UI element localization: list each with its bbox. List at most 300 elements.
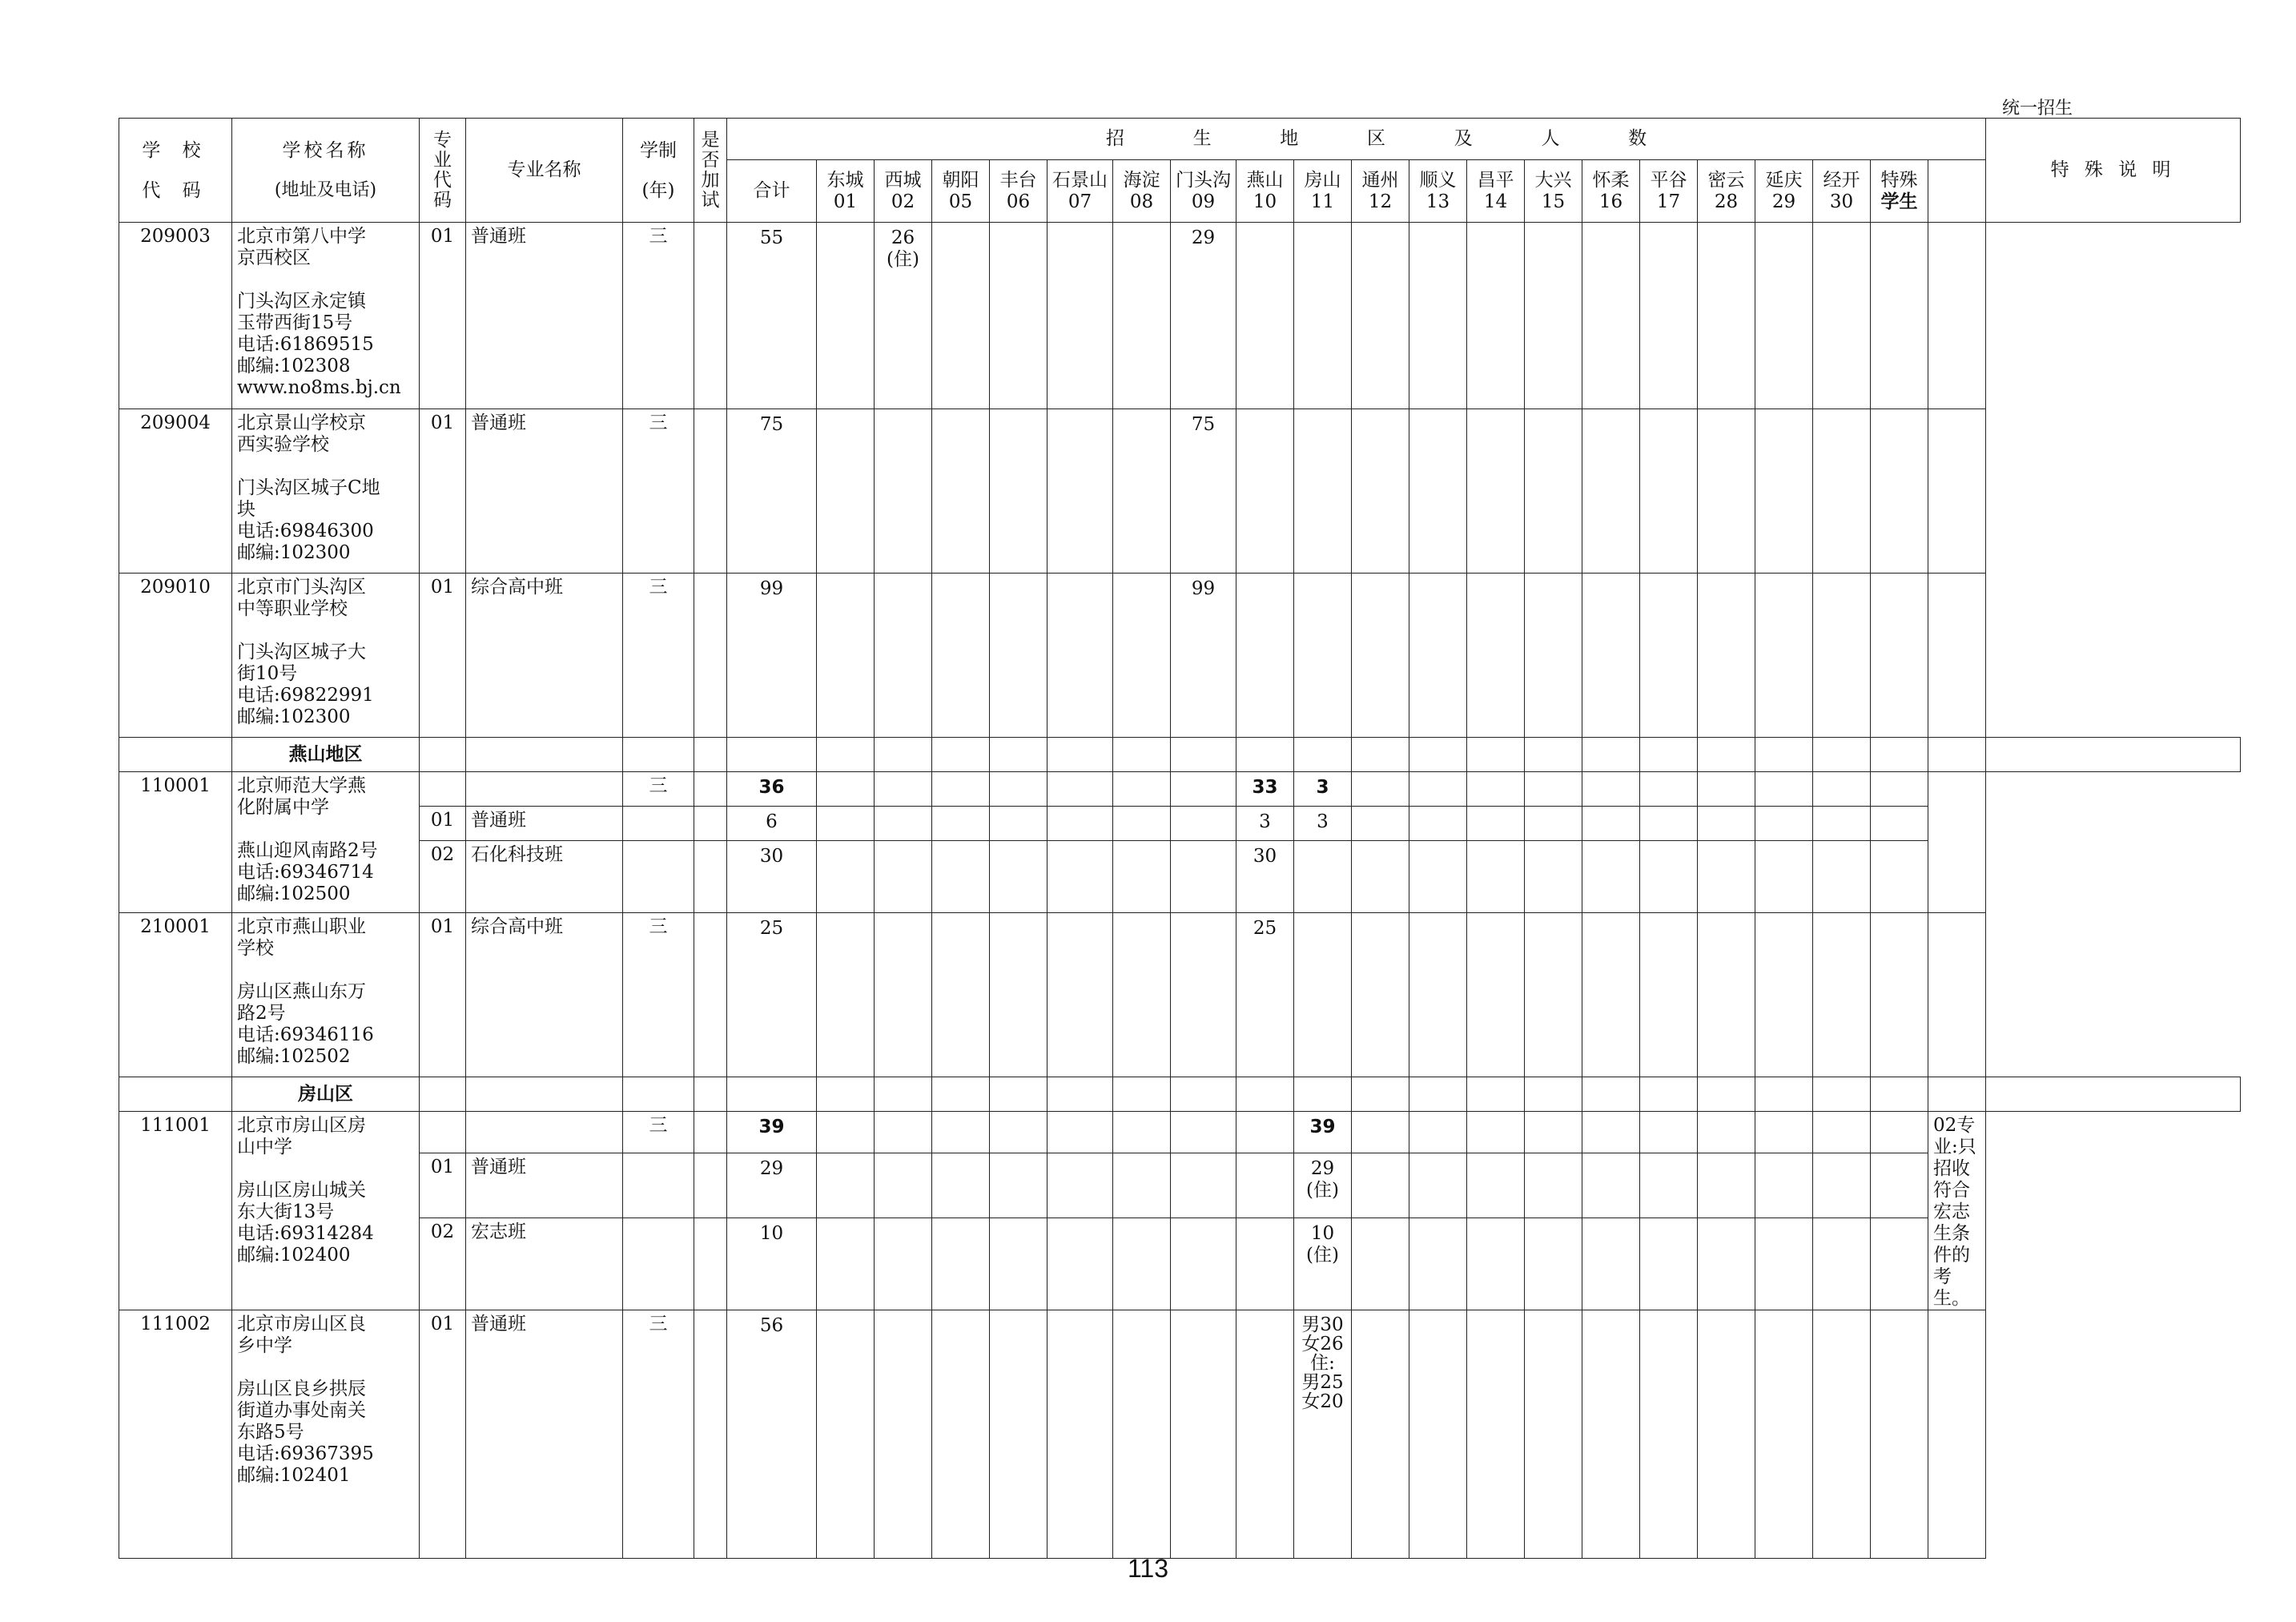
region-cell-05 bbox=[932, 1112, 990, 1153]
special-student-cell bbox=[1871, 409, 1928, 574]
school-name-line: 北京市燕山职业 bbox=[237, 916, 366, 937]
school-name-line: 中等职业学校 bbox=[237, 598, 348, 619]
school-name-line: 西实验学校 bbox=[237, 434, 329, 455]
region-cell-08 bbox=[1113, 409, 1171, 574]
region-value: 10 bbox=[1310, 1223, 1335, 1245]
area-empty-cell bbox=[1582, 1077, 1640, 1112]
school-name-line: 北京市房山区房 bbox=[237, 1115, 366, 1136]
total: 56 bbox=[727, 1310, 817, 1559]
region-cell-11 bbox=[1294, 223, 1352, 409]
region-cell-01 bbox=[817, 574, 875, 738]
area-code-empty bbox=[119, 738, 232, 772]
region-cell-13 bbox=[1409, 913, 1467, 1077]
header-region-name: 怀柔 bbox=[1592, 169, 1630, 191]
school-address-line: 电话:69314284 bbox=[237, 1223, 374, 1244]
region-cell-17 bbox=[1640, 574, 1698, 738]
region-cell-05 bbox=[932, 807, 990, 841]
region-cell-08 bbox=[1113, 841, 1171, 913]
area-empty-cell bbox=[1352, 738, 1409, 772]
region-value: 3 bbox=[1317, 811, 1329, 832]
area-empty-cell bbox=[1986, 738, 2241, 772]
extra-test bbox=[694, 772, 727, 807]
area-empty-cell bbox=[1294, 738, 1352, 772]
header-region-name: 经开 bbox=[1823, 169, 1860, 191]
region-cell-10 bbox=[1236, 1153, 1294, 1218]
school-name-line: 北京市房山区良 bbox=[237, 1314, 366, 1334]
header-total: 合计 bbox=[727, 160, 817, 223]
header-region-05 bbox=[932, 160, 990, 223]
region-value: 3 bbox=[1316, 777, 1329, 798]
header-school-name-line: (地址及电话) bbox=[274, 179, 377, 200]
duration bbox=[623, 1153, 694, 1218]
region-cell-08 bbox=[1113, 913, 1171, 1077]
region-cell-30 bbox=[1813, 841, 1871, 913]
header-region-title-char: 数 bbox=[1628, 128, 1647, 149]
school-name-line: 北京景山学校京 bbox=[237, 413, 366, 433]
header-region-13 bbox=[1409, 160, 1467, 223]
region-value: 99 bbox=[1191, 578, 1216, 599]
header-school-name-line: 学校名称 bbox=[282, 139, 369, 161]
region-cell-28 bbox=[1698, 772, 1755, 807]
header-region-name: 石景山 bbox=[1052, 169, 1108, 191]
header-region-name: 燕山 bbox=[1246, 169, 1284, 191]
region-cell-16 bbox=[1582, 913, 1640, 1077]
region-cell-28 bbox=[1698, 807, 1755, 841]
region-cell-30 bbox=[1813, 807, 1871, 841]
duration bbox=[623, 807, 694, 841]
major-row bbox=[119, 1153, 2241, 1218]
region-cell-17 bbox=[1640, 913, 1698, 1077]
region-cell-15 bbox=[1525, 1153, 1582, 1218]
remarks bbox=[1928, 772, 1986, 913]
region-cell-07 bbox=[1047, 913, 1113, 1077]
region-cell-28 bbox=[1698, 1310, 1755, 1559]
school-address-line: 邮编:102500 bbox=[237, 883, 351, 904]
major-code: 01 bbox=[420, 574, 466, 738]
header-school-code-line: 代 码 bbox=[142, 179, 209, 201]
school-name-line: 学校 bbox=[237, 938, 274, 959]
region-cell-30 bbox=[1813, 1218, 1871, 1310]
school-address-line: 邮编:102308 bbox=[237, 356, 351, 376]
region-cell-06 bbox=[990, 409, 1047, 574]
region-cell-16 bbox=[1582, 772, 1640, 807]
enrollment-table-wrapper bbox=[119, 118, 2177, 1533]
area-empty-cell bbox=[1113, 738, 1171, 772]
header-region-name: 门头沟 bbox=[1176, 169, 1231, 191]
header-region-code: 29 bbox=[1771, 191, 1796, 212]
region-cell-16 bbox=[1582, 409, 1640, 574]
region-cell-09 bbox=[1171, 807, 1236, 841]
extra-test bbox=[694, 1310, 727, 1559]
extra-test bbox=[694, 1218, 727, 1310]
region-cell-10 bbox=[1236, 574, 1294, 738]
region-cell-16 bbox=[1582, 807, 1640, 841]
region-cell-13 bbox=[1409, 772, 1467, 807]
header-region-name: 朝阳 bbox=[942, 169, 979, 191]
area-empty-cell bbox=[466, 1077, 623, 1112]
region-cell-14 bbox=[1467, 772, 1525, 807]
major-name: 普通班 bbox=[466, 409, 623, 574]
region-cell-08 bbox=[1113, 807, 1171, 841]
area-empty-cell bbox=[1640, 1077, 1698, 1112]
school-summary-row bbox=[119, 1112, 2241, 1153]
region-cell-14 bbox=[1467, 574, 1525, 738]
area-row bbox=[119, 738, 2241, 772]
remarks bbox=[1928, 1112, 1986, 1310]
extra-test bbox=[694, 807, 727, 841]
region-value: 30 bbox=[1253, 846, 1277, 867]
header-region-name: 海淀 bbox=[1123, 169, 1160, 191]
school-name-line: 乡中学 bbox=[237, 1335, 292, 1356]
area-empty-cell bbox=[1698, 1077, 1755, 1112]
header-region-name: 顺义 bbox=[1419, 169, 1457, 191]
region-cell-10 bbox=[1236, 913, 1294, 1077]
region-value: 29 bbox=[1191, 227, 1216, 248]
region-cell-29 bbox=[1755, 841, 1813, 913]
region-cell-07 bbox=[1047, 574, 1113, 738]
region-cell-14 bbox=[1467, 1310, 1525, 1559]
header-region-11 bbox=[1294, 160, 1352, 223]
region-cell-06 bbox=[990, 1153, 1047, 1218]
school-address-line: 路2号 bbox=[237, 1003, 286, 1024]
special-student-cell bbox=[1871, 772, 1928, 807]
region-cell-17 bbox=[1640, 1153, 1698, 1218]
major-code: 01 bbox=[420, 1310, 466, 1559]
school-address-line: 燕山迎风南路2号 bbox=[237, 840, 378, 861]
major-name: 宏志班 bbox=[466, 1218, 623, 1310]
area-empty-cell bbox=[727, 1077, 817, 1112]
region-cell-13 bbox=[1409, 223, 1467, 409]
header-region-code: 10 bbox=[1253, 191, 1277, 212]
region-cell-11 bbox=[1294, 409, 1352, 574]
header-region-name: 东城 bbox=[826, 169, 864, 191]
region-cell-29 bbox=[1755, 807, 1813, 841]
header-region-code: 02 bbox=[891, 191, 915, 212]
header-region-name: 延庆 bbox=[1765, 169, 1803, 191]
area-empty-cell bbox=[1294, 1077, 1352, 1112]
region-cell-09 bbox=[1171, 1112, 1236, 1153]
region-cell-11 bbox=[1294, 841, 1352, 913]
region-cell-02 bbox=[875, 841, 932, 913]
header-region-title bbox=[727, 119, 1986, 160]
region-cell-05 bbox=[932, 574, 990, 738]
header-extra-test-char: 加 bbox=[701, 169, 720, 191]
area-empty-cell bbox=[1236, 738, 1294, 772]
region-cell-30 bbox=[1813, 223, 1871, 409]
region-value: (住) bbox=[887, 249, 919, 270]
header-duration-line: (年) bbox=[641, 179, 675, 201]
school-address-line: 门头沟区永定镇 bbox=[237, 291, 366, 312]
region-cell-16 bbox=[1582, 1310, 1640, 1559]
region-cell-12 bbox=[1352, 772, 1409, 807]
remark-line: 件的考生。 bbox=[1933, 1245, 1970, 1309]
region-cell-07 bbox=[1047, 409, 1113, 574]
region-value-line: 住: bbox=[1310, 1353, 1335, 1374]
region-cell-09 bbox=[1171, 1310, 1236, 1559]
region-cell-15 bbox=[1525, 913, 1582, 1077]
header-region-code: 17 bbox=[1656, 191, 1681, 212]
region-cell-17 bbox=[1640, 841, 1698, 913]
region-cell-07 bbox=[1047, 1310, 1113, 1559]
region-cell-09 bbox=[1171, 574, 1236, 738]
region-cell-13 bbox=[1409, 1112, 1467, 1153]
region-value: 33 bbox=[1252, 777, 1278, 798]
special-student-cell bbox=[1871, 1112, 1928, 1153]
region-cell-10 bbox=[1236, 409, 1294, 574]
total: 10 bbox=[727, 1218, 817, 1310]
header-region-name: 密云 bbox=[1707, 169, 1745, 191]
region-cell-13 bbox=[1409, 1153, 1467, 1218]
school-name-line: 北京市门头沟区 bbox=[237, 577, 366, 598]
extra-test bbox=[694, 841, 727, 913]
header-region-28 bbox=[1698, 160, 1755, 223]
area-empty-cell bbox=[1409, 1077, 1467, 1112]
region-cell-12 bbox=[1352, 1153, 1409, 1218]
region-cell-05 bbox=[932, 1310, 990, 1559]
school-address-line: 门头沟区城子C地 bbox=[237, 477, 380, 498]
region-value-line: 女20 bbox=[1301, 1391, 1344, 1412]
school-code: 209004 bbox=[119, 409, 232, 574]
region-cell-12 bbox=[1352, 1112, 1409, 1153]
remarks bbox=[1928, 409, 1986, 574]
major-code bbox=[420, 772, 466, 807]
special-student-cell bbox=[1871, 841, 1928, 913]
region-value: 26 bbox=[891, 227, 915, 248]
school-address-line: 街道办事处南关 bbox=[237, 1400, 366, 1421]
region-cell-30 bbox=[1813, 1112, 1871, 1153]
school-row bbox=[119, 913, 2241, 1077]
region-cell-02 bbox=[875, 1218, 932, 1310]
header-duration-line: 学制 bbox=[640, 139, 677, 161]
school-address-line: 邮编:102401 bbox=[237, 1465, 351, 1486]
region-cell-17 bbox=[1640, 807, 1698, 841]
region-cell-10 bbox=[1236, 223, 1294, 409]
region-cell-01 bbox=[817, 1218, 875, 1310]
region-cell-01 bbox=[817, 1153, 875, 1218]
area-title: 房山区 bbox=[232, 1077, 420, 1112]
area-empty-cell bbox=[727, 738, 817, 772]
region-value: 39 bbox=[1309, 1117, 1336, 1137]
region-cell-05 bbox=[932, 1218, 990, 1310]
region-value-line: 女26 bbox=[1301, 1334, 1344, 1354]
header-region-02 bbox=[875, 160, 932, 223]
region-value: 3 bbox=[1259, 811, 1271, 832]
region-cell-02 bbox=[875, 409, 932, 574]
area-empty-cell bbox=[694, 738, 727, 772]
school-address-line: 电话:69346714 bbox=[237, 862, 374, 883]
header-region-16 bbox=[1582, 160, 1640, 223]
region-cell-01 bbox=[817, 1310, 875, 1559]
area-empty-cell bbox=[1986, 1077, 2241, 1112]
region-cell-11 bbox=[1294, 1153, 1352, 1218]
header-major-code-char: 码 bbox=[433, 189, 452, 211]
header-region-06 bbox=[990, 160, 1047, 223]
header-region-code: 11 bbox=[1310, 191, 1335, 212]
region-cell-12 bbox=[1352, 1310, 1409, 1559]
area-empty-cell bbox=[420, 738, 466, 772]
extra-test bbox=[694, 913, 727, 1077]
header-region-name: 大兴 bbox=[1534, 169, 1572, 191]
region-cell-12 bbox=[1352, 913, 1409, 1077]
region-cell-06 bbox=[990, 913, 1047, 1077]
region-cell-10 bbox=[1236, 841, 1294, 913]
header-region-code: 08 bbox=[1129, 191, 1154, 212]
region-cell-30 bbox=[1813, 1310, 1871, 1559]
region-cell-06 bbox=[990, 1310, 1047, 1559]
region-cell-09 bbox=[1171, 1153, 1236, 1218]
school-address-line: 房山区良乡拱辰 bbox=[237, 1378, 366, 1399]
region-value-line: 男30 bbox=[1301, 1314, 1344, 1335]
area-empty-cell bbox=[990, 738, 1047, 772]
region-cell-29 bbox=[1755, 409, 1813, 574]
major-code bbox=[420, 1112, 466, 1153]
region-cell-17 bbox=[1640, 409, 1698, 574]
region-cell-15 bbox=[1525, 574, 1582, 738]
region-cell-06 bbox=[990, 574, 1047, 738]
area-empty-cell bbox=[1409, 738, 1467, 772]
school-address bbox=[237, 291, 416, 399]
school-name-line: 北京市第八中学 bbox=[237, 226, 366, 247]
region-cell-13 bbox=[1409, 1310, 1467, 1559]
region-cell-08 bbox=[1113, 1310, 1171, 1559]
header-region-name: 昌平 bbox=[1477, 169, 1514, 191]
region-cell-01 bbox=[817, 1112, 875, 1153]
area-empty-cell bbox=[466, 738, 623, 772]
area-empty-cell bbox=[1047, 738, 1113, 772]
school-address-line: 邮编:102400 bbox=[237, 1245, 351, 1266]
major-code: 01 bbox=[420, 913, 466, 1077]
header-extra-test-char: 是 bbox=[701, 129, 720, 151]
region-cell-05 bbox=[932, 841, 990, 913]
region-cell-06 bbox=[990, 1218, 1047, 1310]
region-cell-15 bbox=[1525, 1310, 1582, 1559]
region-cell-29 bbox=[1755, 913, 1813, 1077]
extra-test bbox=[694, 574, 727, 738]
region-cell-12 bbox=[1352, 223, 1409, 409]
area-empty-cell bbox=[817, 1077, 875, 1112]
school-row bbox=[119, 574, 2241, 738]
region-cell-02 bbox=[875, 1310, 932, 1559]
spacer bbox=[237, 819, 416, 840]
school-address-line: 电话:69846300 bbox=[237, 521, 374, 541]
area-empty-cell bbox=[420, 1077, 466, 1112]
header-region-code: 12 bbox=[1368, 191, 1393, 212]
header-school-code-line: 学 校 bbox=[142, 139, 209, 161]
school-summary-row bbox=[119, 772, 2241, 807]
region-cell-08 bbox=[1113, 1153, 1171, 1218]
region-cell-07 bbox=[1047, 1153, 1113, 1218]
school-name bbox=[237, 226, 416, 269]
school-address bbox=[237, 840, 416, 905]
area-row bbox=[119, 1077, 2241, 1112]
duration: 三 bbox=[623, 1112, 694, 1153]
enrollment-table bbox=[119, 118, 2241, 1559]
special-student-cell bbox=[1871, 223, 1928, 409]
page-number: 113 bbox=[1127, 1554, 1168, 1583]
region-cell-14 bbox=[1467, 1153, 1525, 1218]
region-value: (住) bbox=[1306, 1180, 1339, 1201]
school-code: 111001 bbox=[119, 1112, 232, 1310]
duration: 三 bbox=[623, 913, 694, 1077]
remarks bbox=[1928, 913, 1986, 1077]
school-address-line: 东大街13号 bbox=[237, 1201, 335, 1222]
header-region-30 bbox=[1813, 160, 1871, 223]
school-code: 210001 bbox=[119, 913, 232, 1077]
major-name: 普通班 bbox=[466, 1310, 623, 1559]
school-name bbox=[237, 775, 416, 819]
area-empty-cell bbox=[817, 738, 875, 772]
region-cell-29 bbox=[1755, 223, 1813, 409]
area-empty-cell bbox=[623, 738, 694, 772]
region-cell-11 bbox=[1294, 1310, 1352, 1559]
total: 25 bbox=[727, 913, 817, 1077]
area-empty-cell bbox=[1171, 1077, 1236, 1112]
area-empty-cell bbox=[1813, 1077, 1871, 1112]
header-region-title-char: 区 bbox=[1367, 128, 1386, 149]
region-cell-01 bbox=[817, 913, 875, 1077]
duration bbox=[623, 841, 694, 913]
school-address-line: 房山区房山城关 bbox=[237, 1180, 366, 1201]
region-cell-29 bbox=[1755, 772, 1813, 807]
school-name-address bbox=[232, 913, 420, 1077]
region-value: 29 bbox=[1310, 1158, 1335, 1180]
region-cell-15 bbox=[1525, 841, 1582, 913]
header-region-title-char: 人 bbox=[1541, 128, 1560, 149]
area-empty-cell bbox=[1871, 1077, 1928, 1112]
region-cell-14 bbox=[1467, 223, 1525, 409]
region-cell-28 bbox=[1698, 841, 1755, 913]
header-region-title-text bbox=[727, 128, 1985, 150]
region-cell-30 bbox=[1813, 409, 1871, 574]
school-address-line: 邮编:102502 bbox=[237, 1046, 351, 1067]
region-cell-05 bbox=[932, 1153, 990, 1218]
header-region-08 bbox=[1113, 160, 1171, 223]
region-cell-07 bbox=[1047, 1112, 1113, 1153]
area-empty-cell bbox=[1352, 1077, 1409, 1112]
special-student-cell bbox=[1871, 913, 1928, 1077]
total: 55 bbox=[727, 223, 817, 409]
area-empty-cell bbox=[1640, 738, 1698, 772]
special-student-cell bbox=[1871, 807, 1928, 841]
region-cell-05 bbox=[932, 913, 990, 1077]
region-cell-05 bbox=[932, 223, 990, 409]
header-region-code: 09 bbox=[1191, 191, 1216, 212]
region-cell-28 bbox=[1698, 409, 1755, 574]
region-cell-08 bbox=[1113, 1112, 1171, 1153]
region-cell-07 bbox=[1047, 223, 1113, 409]
header-region-title-char: 招 bbox=[1105, 128, 1124, 149]
region-cell-16 bbox=[1582, 574, 1640, 738]
region-cell-02 bbox=[875, 772, 932, 807]
major-name: 综合高中班 bbox=[466, 574, 623, 738]
region-cell-07 bbox=[1047, 1218, 1113, 1310]
region-cell-07 bbox=[1047, 841, 1113, 913]
school-name-address bbox=[232, 772, 420, 913]
spacer bbox=[237, 456, 416, 477]
school-address-line: 东路5号 bbox=[237, 1422, 304, 1443]
region-cell-15 bbox=[1525, 409, 1582, 574]
total: 29 bbox=[727, 1153, 817, 1218]
area-empty-cell bbox=[1928, 738, 1986, 772]
remark-line: 02专业:只招收符合宏志生条 bbox=[1933, 1115, 1976, 1244]
region-cell-08 bbox=[1113, 223, 1171, 409]
school-row bbox=[119, 409, 2241, 574]
school-address-line: 电话:69346116 bbox=[237, 1024, 374, 1045]
region-cell-01 bbox=[817, 807, 875, 841]
school-name-line: 山中学 bbox=[237, 1137, 292, 1157]
header-region-title-char: 生 bbox=[1192, 128, 1212, 149]
school-row bbox=[119, 1310, 2241, 1559]
